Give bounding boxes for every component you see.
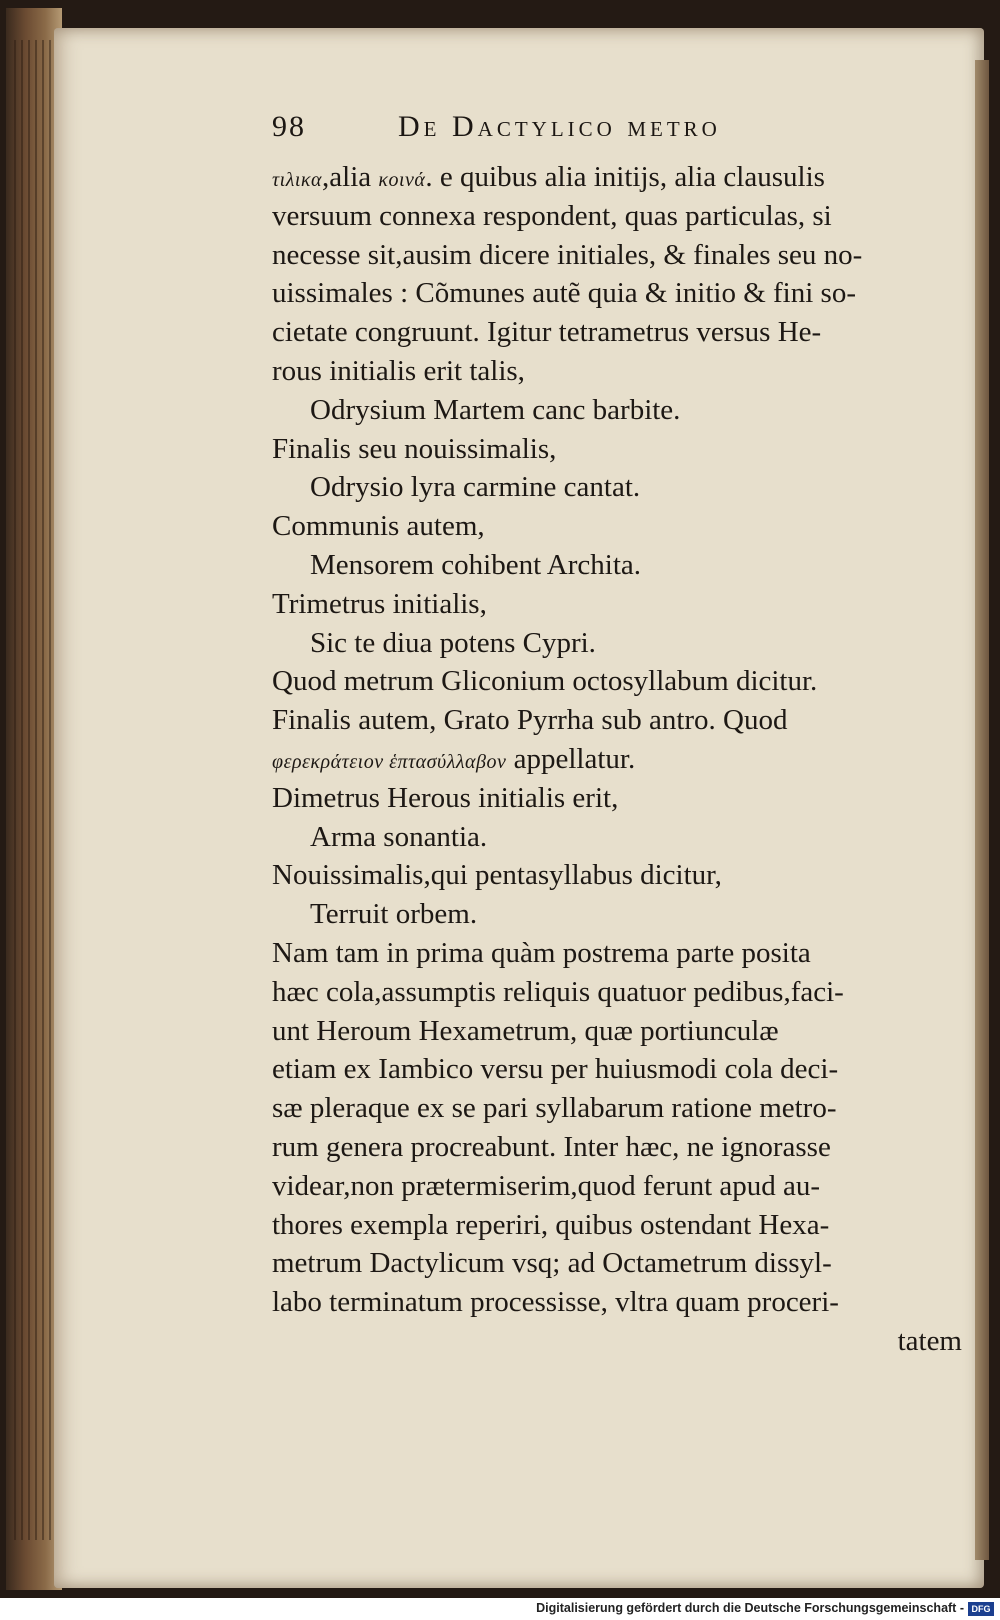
text-line [272, 1283, 962, 1322]
line-text: necesse sit,ausim dicere initiales, & finales seu no- [272, 238, 863, 271]
text-line [272, 197, 962, 236]
line-text: versuum connexa respondent, quas particulas, si [272, 199, 832, 232]
line-text: videar,non prætermiserim,quod ferunt apud au- [272, 1169, 821, 1202]
text-line [272, 468, 962, 507]
line-text: appellatur. [506, 742, 636, 775]
line-text: uissimales : Cõmunes autẽ quia & initio & fini so- [272, 277, 856, 310]
text-line [272, 1244, 962, 1283]
line-text: rous initialis erit talis, [272, 354, 525, 387]
greek-text: κοινά [378, 169, 426, 191]
line-text: Nam tam in prima quàm postrema parte posita [272, 936, 811, 969]
text-line [272, 895, 962, 934]
text-line [272, 313, 962, 352]
line-text: etiam ex Iambico versu per huiusmodi cola deci- [272, 1053, 839, 1086]
line-text: Communis autem, [272, 510, 485, 543]
running-head: De Dactylico metro [398, 110, 721, 143]
line-text: Quod metrum Gliconium octosyllabum dicitur. [272, 665, 818, 698]
line-text: tatem [897, 1324, 962, 1357]
page-number: 98 [272, 110, 306, 143]
line-text: Arma sonantia. [310, 820, 488, 853]
line-text: rum genera procreabunt. Inter hæc, ne ignorasse [272, 1130, 831, 1163]
text-line [272, 274, 962, 313]
dfg-logo: DFG [968, 1602, 994, 1616]
text-line [272, 973, 962, 1012]
line-text: . e quibus alia initijs, alia clausulis [425, 161, 825, 193]
digitization-credit: Digitalisierung gefördert durch die Deutsche Forschungsgemeinschaft - [536, 1601, 964, 1615]
text-line [272, 701, 962, 740]
text-line [272, 1012, 962, 1051]
page-header [272, 110, 872, 154]
text-line [272, 856, 962, 895]
line-text: metrum Dactylicum vsq; ad Octametrum dissyl- [272, 1247, 832, 1280]
greek-text: τιλικα [272, 169, 323, 191]
text-line [272, 236, 962, 275]
line-text: Finalis seu nouissimalis, [272, 432, 557, 465]
text-line [272, 430, 962, 469]
line-text: Sic te diua potens Cypri. [310, 626, 596, 659]
text-line [272, 1167, 962, 1206]
line-text: labo terminatum processisse, vltra quam proceri- [272, 1286, 839, 1319]
greek-text: φερεκράτειον ἑπτασύλλαβον [272, 750, 507, 773]
text-line [272, 352, 962, 391]
line-text: unt Heroum Hexametrum, quæ portiunculæ [272, 1014, 779, 1047]
page-edge [975, 60, 989, 1560]
text-line [272, 391, 962, 430]
text-line [272, 585, 962, 624]
line-text: Mensorem cohibent Archita. [310, 548, 641, 581]
line-text: Odrysium Martem canc barbite. [310, 393, 681, 426]
text-line [272, 158, 962, 197]
line-text: Terruit orbem. [310, 898, 478, 931]
line-text: Nouissimalis,qui pentasyllabus dicitur, [272, 859, 722, 892]
spine-texture [14, 40, 54, 1540]
line-text: Finalis autem, Grato Pyrrha sub antro. Quod [272, 704, 788, 737]
text-line [272, 546, 962, 585]
text-line [272, 1128, 962, 1167]
text-line [272, 740, 962, 779]
body-text [272, 158, 962, 1361]
text-line [272, 624, 962, 663]
text-line [272, 1322, 962, 1361]
line-text: cietate congruunt. Igitur tetrametrus versus He- [272, 316, 822, 349]
line-text: ,alia [322, 161, 379, 193]
text-line [272, 818, 962, 857]
text-line [272, 1206, 962, 1245]
line-text: hæc cola,assumptis reliquis quatuor pedibus,faci- [272, 975, 844, 1008]
line-text: thores exempla reperiri, quibus ostendant Hexa- [272, 1208, 830, 1241]
line-text: Trimetrus initialis, [272, 587, 487, 620]
text-line [272, 1089, 962, 1128]
line-text: Dimetrus Herous initialis erit, [272, 781, 619, 814]
text-line [272, 934, 962, 973]
text-line [272, 1050, 962, 1089]
line-text: sæ pleraque ex se pari syllabarum ratione metro- [272, 1092, 837, 1125]
text-line [272, 507, 962, 546]
text-line [272, 779, 962, 818]
text-line [272, 662, 962, 701]
line-text: Odrysio lyra carmine cantat. [310, 471, 641, 504]
